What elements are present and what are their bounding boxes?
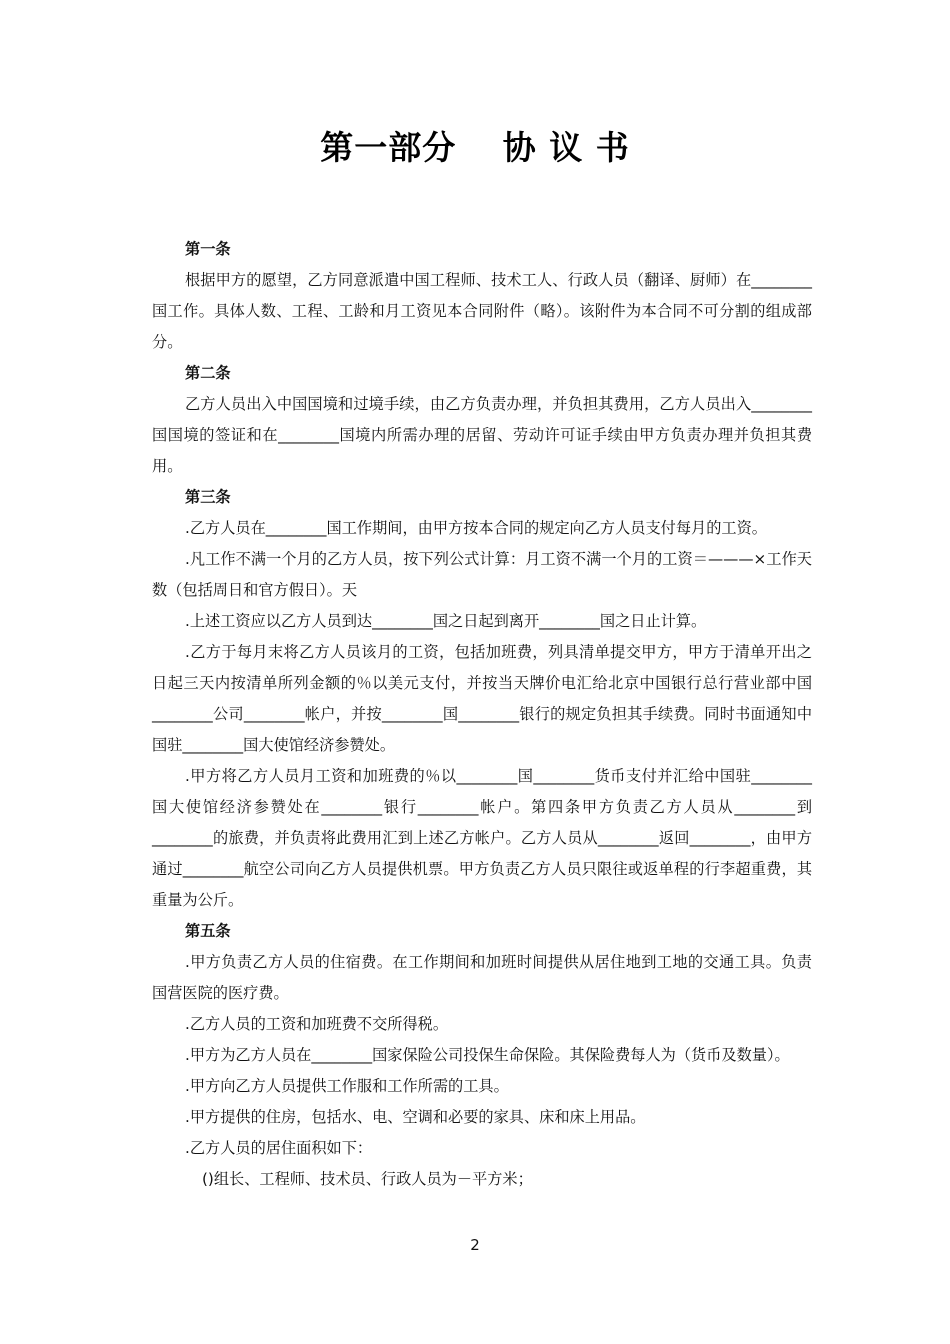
paragraph: .凡工作不满一个月的乙方人员，按下列公式计算：月工资不满一个月的工资＝———×工作天数（包括周日和官方假日）。天 xyxy=(152,550,812,599)
document-body xyxy=(152,234,812,1195)
paragraph: .甲方提供的住房，包括水、电、空调和必要的家具、床和床上用品。 xyxy=(185,1108,646,1126)
page-title: 第一部分 协 议 书 xyxy=(320,128,630,167)
paragraph: .乙方人员的居住面积如下： xyxy=(185,1139,373,1157)
article-heading: 第五条 xyxy=(185,922,231,940)
paragraph: .上述工资应以乙方人员到达________国之日起到离开________国之日止计算。 xyxy=(185,612,707,630)
article-heading: 第一条 xyxy=(185,240,231,258)
paragraph: .乙方人员的工资和加班费不交所得税。 xyxy=(185,1015,449,1033)
article-heading: 第二条 xyxy=(185,364,231,382)
paragraph: .乙方于每月末将乙方人员该月的工资，包括加班费，列具清单提交甲方，甲方于清单开出之日起三天内按清单所列金额的％以美元支付，并按当天牌价电汇给北京中国银行总行营业部中国________公司________帐户，并按________国________银行的规定负担其手续费。同时书面通知中国驻________国大使馆经济参赞处。 xyxy=(152,643,812,754)
paragraph: 根据甲方的愿望，乙方同意派遣中国工程师、技术工人、行政人员（翻译、厨师）在________国工作。具体人数、工程、工龄和月工资见本合同附件（略）。该附件为本合同不可分割的组成部分。 xyxy=(152,271,812,351)
sub-item: ()组长、工程师、技术员、行政人员为－平方米； xyxy=(202,1170,533,1188)
paragraph: .甲方负责乙方人员的住宿费。在工作期间和加班时间提供从居住地到工地的交通工具。负责国营医院的医疗费。 xyxy=(152,953,812,1002)
paragraph: .甲方向乙方人员提供工作服和工作所需的工具。 xyxy=(185,1077,509,1095)
paragraph: .乙方人员在________国工作期间，由甲方按本合同的规定向乙方人员支付每月的工资。 xyxy=(185,519,767,537)
page-number: 2 xyxy=(470,1236,480,1254)
paragraph: .甲方将乙方人员月工资和加班费的％以________国________货币支付并汇给中国驻________国大使馆经济参赞处在________银行________帐户。第四条甲方负责乙方人员从________到________的旅费，并负责将此费用汇到上述乙方帐户。乙方人员从________返回________，由甲方通过________航空公司向乙方人员提供机票。甲方负责乙方人员只限往或返单程的行李超重费，其重量为公斤。 xyxy=(152,767,812,909)
paragraph: 乙方人员出入中国国境和过境手续，由乙方负责办理，并负担其费用，乙方人员出入________国国境的签证和在________国境内所需办理的居留、劳动许可证手续由甲方负责办理并负担其费用。 xyxy=(152,395,812,475)
article-heading: 第三条 xyxy=(185,488,231,506)
paragraph: .甲方为乙方人员在________国家保险公司投保生命保险。其保险费每人为（货币及数量）。 xyxy=(185,1046,790,1064)
